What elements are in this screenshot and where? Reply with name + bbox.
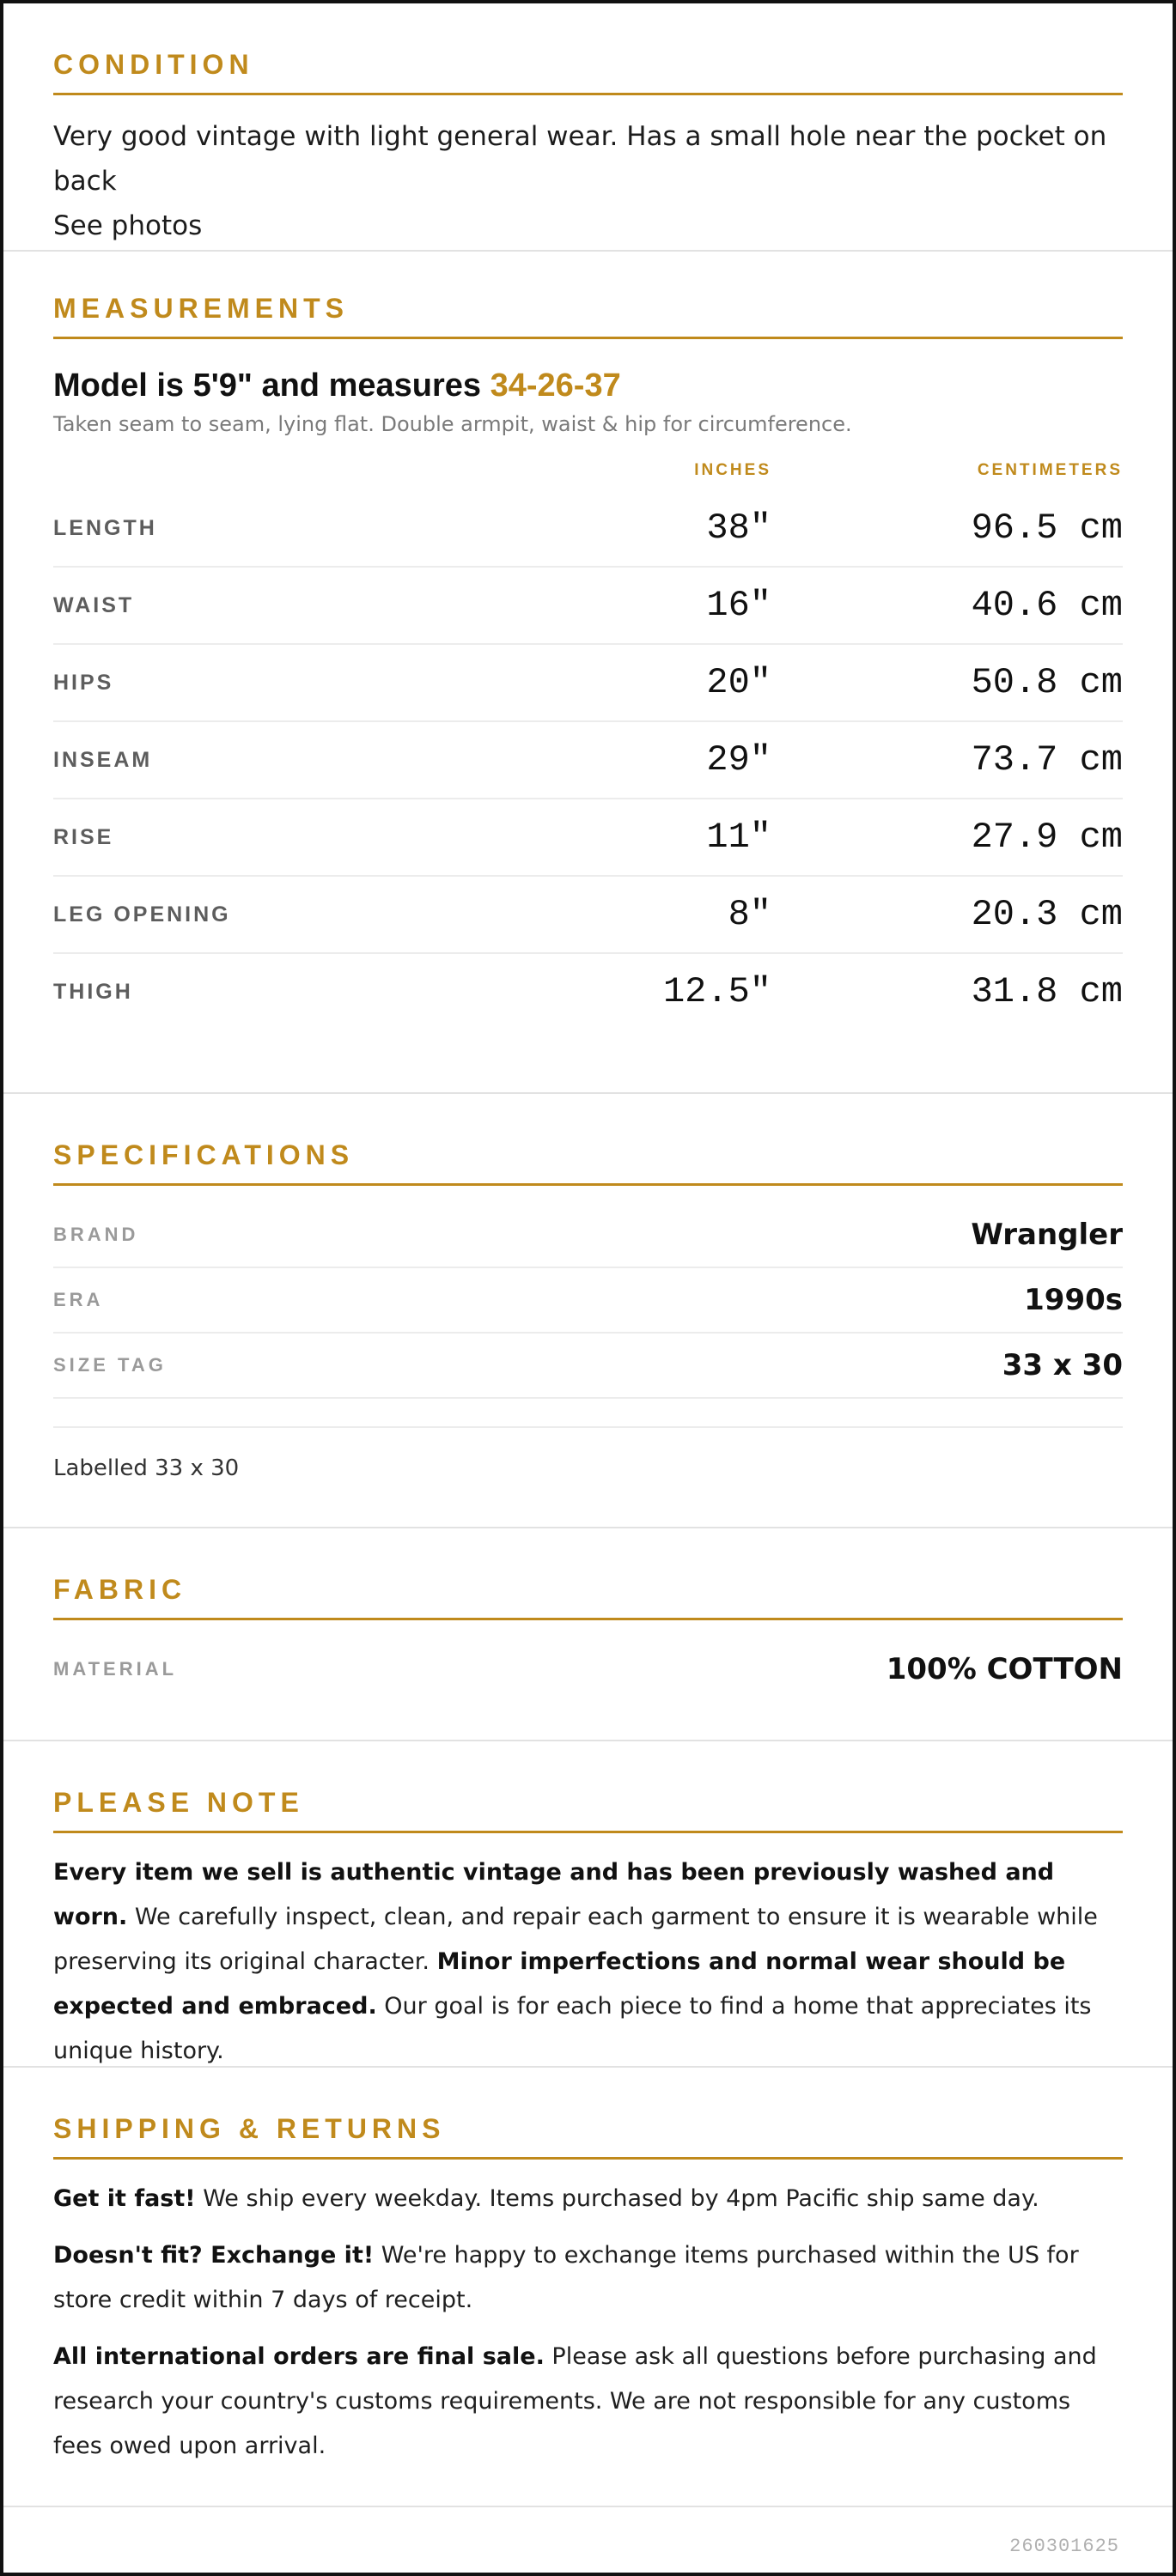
shipping-heading-rule bbox=[53, 2112, 1123, 2160]
measurement-row-waist bbox=[53, 568, 1123, 645]
specifications-heading-rule bbox=[53, 1139, 1123, 1186]
shipping-paragraph-3 bbox=[53, 2335, 1123, 2469]
footer bbox=[3, 2507, 1173, 2576]
measurement-row-hips bbox=[53, 645, 1123, 722]
please-note-section bbox=[3, 1741, 1173, 2068]
shipping-text-1: We ship every weekday. Items purchased by 4pm Pacific ship same day. bbox=[195, 2185, 1039, 2212]
fabric-heading-rule bbox=[53, 1573, 1123, 1620]
spec-row-size-tag bbox=[53, 1334, 1123, 1399]
size-tag-note: Labelled 33 x 30 bbox=[53, 1455, 240, 1481]
please-note-text-2: Our goal is for each piece to find a home that appreciates its unique history. bbox=[53, 1993, 1092, 2064]
measurement-cm: 50.8 cm bbox=[971, 662, 1123, 703]
measurement-row-inseam bbox=[53, 722, 1123, 799]
condition-heading: CONDITION bbox=[53, 49, 254, 80]
measurement-row-rise bbox=[53, 799, 1123, 877]
shipping-section bbox=[3, 2068, 1173, 2507]
spec-row-brand bbox=[53, 1203, 1123, 1268]
measurement-cm: 40.6 cm bbox=[971, 585, 1123, 626]
spec-value: 33 x 30 bbox=[1002, 1348, 1123, 1382]
spec-value: Wrangler bbox=[971, 1218, 1123, 1252]
please-note-heading-rule bbox=[53, 1786, 1123, 1833]
measurement-label: HIPS bbox=[53, 670, 114, 695]
spec-value: 1990s bbox=[1024, 1283, 1123, 1317]
model-measurements-prefix: Model is 5'9" and measures bbox=[53, 368, 491, 404]
measurement-row-thigh bbox=[53, 954, 1123, 1030]
measurement-cm: 31.8 cm bbox=[971, 971, 1123, 1012]
spec-row-era bbox=[53, 1268, 1123, 1334]
measurement-inches: 12.5" bbox=[662, 971, 771, 1012]
measurement-inches: 20" bbox=[706, 662, 771, 703]
measurements-table bbox=[53, 490, 1123, 1030]
condition-section bbox=[3, 3, 1173, 252]
measurement-label: LEG OPENING bbox=[53, 902, 231, 927]
condition-see-photos: See photos bbox=[53, 210, 203, 241]
measurement-inches: 11" bbox=[706, 817, 771, 858]
fabric-value: 100% COTTON bbox=[886, 1652, 1123, 1686]
measurements-table-header bbox=[53, 461, 1123, 487]
measurement-inches: 16" bbox=[706, 585, 771, 626]
measurement-cm: 73.7 cm bbox=[971, 739, 1123, 781]
condition-line: Very good vintage with light general wear. Has a small hole near the pocket on back bbox=[53, 121, 1107, 197]
measurement-row-length bbox=[53, 490, 1123, 568]
measurement-inches: 38" bbox=[706, 507, 771, 549]
measurement-label: THIGH bbox=[53, 979, 133, 1004]
product-code: 260301625 bbox=[1009, 2536, 1119, 2557]
fabric-row-material bbox=[53, 1637, 1123, 1701]
measurement-label: INSEAM bbox=[53, 747, 153, 772]
measurement-row-leg-opening bbox=[53, 877, 1123, 954]
please-note-text-1: We carefully inspect, clean, and repair each garment to ensure it is wearable while preserving its original character. bbox=[53, 1904, 1098, 1975]
please-note-text bbox=[53, 1850, 1123, 2074]
shipping-bold-3: All international orders are final sale. bbox=[53, 2343, 545, 2370]
centimeters-column-header: CENTIMETERS bbox=[977, 461, 1123, 479]
measurement-method-note: Taken seam to seam, lying flat. Double armpit, waist & hip for circumference. bbox=[53, 412, 852, 436]
measurement-cm: 20.3 cm bbox=[971, 894, 1123, 935]
specifications-section bbox=[3, 1094, 1173, 1528]
condition-heading-rule bbox=[53, 48, 1123, 95]
shipping-heading: SHIPPING & RETURNS bbox=[53, 2113, 446, 2144]
shipping-bold-2: Doesn't fit? Exchange it! bbox=[53, 2242, 375, 2269]
spec-label: ERA bbox=[53, 1289, 104, 1310]
fabric-label: MATERIAL bbox=[53, 1658, 178, 1680]
spec-divider bbox=[53, 1399, 1123, 1428]
spec-label: SIZE TAG bbox=[53, 1354, 167, 1376]
measurement-inches: 8" bbox=[728, 894, 771, 935]
spec-label: BRAND bbox=[53, 1224, 139, 1245]
model-measurements-value: 34-26-37 bbox=[490, 368, 621, 404]
shipping-text-3: Please ask all questions before purchasing and research your country's customs requirements. We are not responsible for any customs fees owed upon arrival. bbox=[53, 2343, 1097, 2459]
inches-column-header: INCHES bbox=[694, 461, 771, 479]
shipping-paragraph-1 bbox=[53, 2177, 1123, 2221]
measurements-section bbox=[3, 252, 1173, 1094]
measurement-cm: 27.9 cm bbox=[971, 817, 1123, 858]
measurement-label: RISE bbox=[53, 824, 114, 849]
measurement-cm: 96.5 cm bbox=[971, 507, 1123, 549]
measurement-inches: 29" bbox=[706, 739, 771, 781]
specifications-heading: SPECIFICATIONS bbox=[53, 1139, 355, 1170]
model-measurements bbox=[53, 367, 1123, 404]
measurement-label: LENGTH bbox=[53, 515, 157, 540]
please-note-bold-2: Minor imperfections and normal wear should be expected and embraced. bbox=[53, 1948, 1066, 2020]
shipping-text-2: We're happy to exchange items purchased within the US for store credit within 7 days of receipt. bbox=[53, 2242, 1079, 2313]
fabric-section bbox=[3, 1528, 1173, 1741]
measurements-heading-rule bbox=[53, 292, 1123, 339]
shipping-paragraph-2 bbox=[53, 2233, 1123, 2323]
condition-description bbox=[53, 114, 1123, 248]
shipping-bold-1: Get it fast! bbox=[53, 2185, 196, 2212]
please-note-bold-1: Every item we sell is authentic vintage and has been previously washed and worn. bbox=[53, 1859, 1055, 1930]
please-note-heading: PLEASE NOTE bbox=[53, 1787, 304, 1818]
measurement-label: WAIST bbox=[53, 592, 135, 617]
measurements-heading: MEASUREMENTS bbox=[53, 293, 350, 324]
specifications-list bbox=[53, 1203, 1123, 1483]
fabric-heading: FABRIC bbox=[53, 1574, 187, 1605]
